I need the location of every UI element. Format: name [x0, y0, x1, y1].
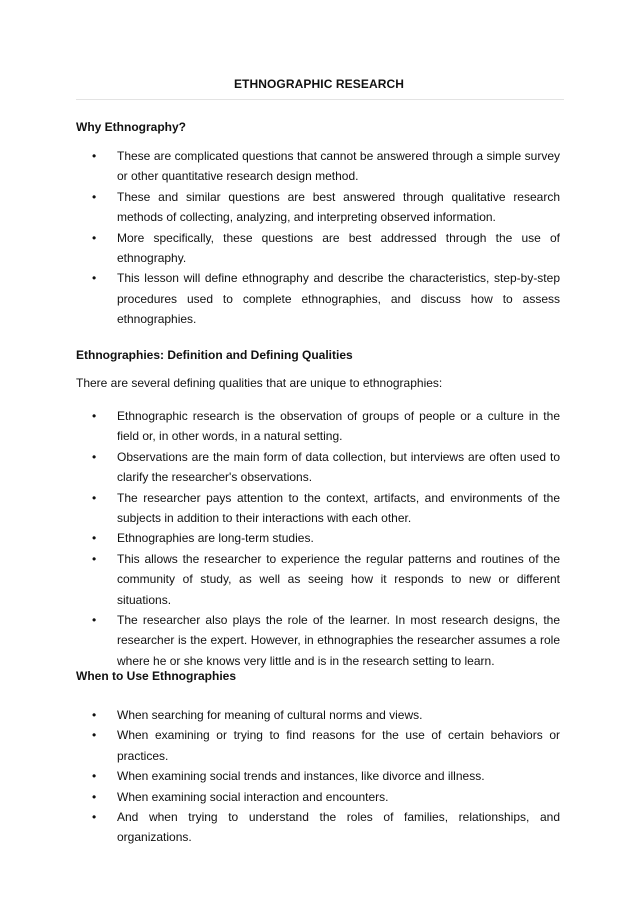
list-item: • More specifically, these questions are best addressed through the use of ethnography.	[0, 228, 638, 269]
list-item: • Ethnographic research is the observation of groups of people or a culture in the field or, in other words, in a natural setting.	[0, 406, 638, 447]
list-item: • This allows the researcher to experience the regular patterns and routines of the community of study, as well as seeing how it responds to new or different situations.	[0, 549, 638, 610]
list-item: • When examining social trends and instances, like divorce and illness.	[0, 766, 638, 786]
list-item: • Ethnographies are long-term studies.	[0, 528, 638, 548]
section-heading-why-ethnography: Why Ethnography?	[76, 120, 186, 134]
list-item: • When examining social interaction and encounters.	[0, 787, 638, 807]
section-intro: There are several defining qualities that are unique to ethnographies:	[76, 376, 443, 390]
list-item: • And when trying to understand the roles of families, relationships, and organizations.	[0, 807, 638, 848]
list-item: • These and similar questions are best answered through qualitative research methods of collecting, analyzing, and interpreting observed information.	[0, 187, 638, 228]
list-item: • This lesson will define ethnography and describe the characteristics, step-by-step procedures used to complete ethnographies, and discuss how to assess ethnographies.	[0, 268, 638, 329]
why-ethnography-list	[0, 146, 638, 330]
section-heading-when-to-use: When to Use Ethnographies	[76, 669, 237, 683]
list-item: • The researcher also plays the role of the learner. In most research designs, the researcher is the expert. However, in ethnographies the researcher assumes a role where he or she knows very little and is in the research setting to learn.	[0, 610, 638, 671]
defining-qualities-list	[0, 406, 638, 671]
page-title: ETHNOGRAPHIC RESEARCH	[233, 77, 405, 91]
title-divider	[76, 99, 564, 100]
list-item: • When examining or trying to find reasons for the use of certain behaviors or practices.	[0, 725, 638, 766]
list-item: • These are complicated questions that cannot be answered through a simple survey or other quantitative research design method.	[0, 146, 638, 187]
list-item: • The researcher pays attention to the context, artifacts, and environments of the subjects in addition to their interactions with each other.	[0, 488, 638, 529]
list-item: • When searching for meaning of cultural norms and views.	[0, 705, 638, 725]
list-item: • Observations are the main form of data collection, but interviews are often used to clarify the researcher's observations.	[0, 447, 638, 488]
section-heading-definition: Ethnographies: Definition and Defining Qualities	[76, 348, 353, 362]
when-to-use-list	[0, 705, 638, 848]
